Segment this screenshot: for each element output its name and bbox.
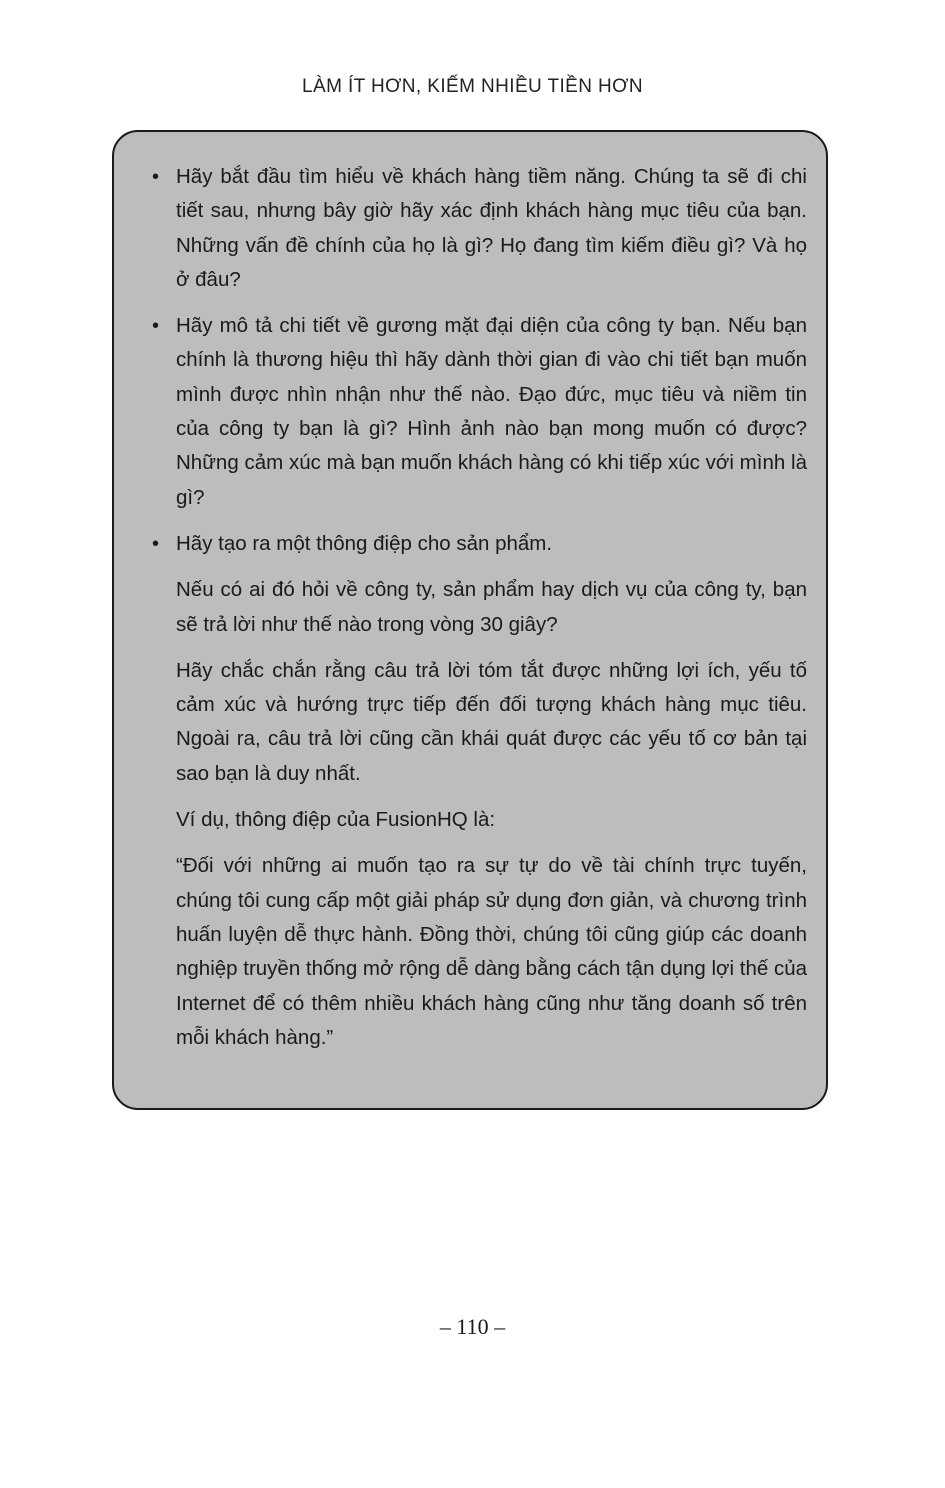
body-paragraph: Hãy chắc chắn rằng câu trả lời tóm tắt được những lợi ích, yếu tố cảm xúc và hướng trực tiếp đến đối tượng khách hàng mục tiêu. Ngoài ra, câu trả lời cũng cần khái quát được các yếu tố cơ bản tại sao bạn là duy nhất. bbox=[176, 658, 807, 785]
running-head: LÀM ÍT HƠN, KIẾM NHIỀU TIỀN HƠN bbox=[302, 76, 643, 97]
bullet-dot-icon: • bbox=[152, 315, 160, 338]
body-paragraph: Ví dụ, thông điệp của FusionHQ là: bbox=[176, 808, 496, 832]
bullet-text: Hãy bắt đầu tìm hiểu về khách hàng tiềm năng. Chúng ta sẽ đi chi tiết sau, nhưng bây giờ hãy xác định khách hàng mục tiêu của bạn. Những vấn đề chính của họ là gì? Họ đang tìm kiếm điều gì? Và họ ở đâu? bbox=[176, 165, 807, 291]
body-paragraph: Nếu có ai đó hỏi về công ty, sản phẩm hay dịch vụ của công ty, bạn sẽ trả lời như thế nào trong vòng 30 giây? bbox=[176, 578, 807, 636]
page-number: – 110 – bbox=[439, 1314, 506, 1339]
quote-paragraph: “Đối với những ai muốn tạo ra sự tự do về tài chính trực tuyến, chúng tôi cung cấp một giải pháp sử dụng đơn giản, và chương trình huấn luyện dễ thực hành. Đồng thời, chúng tôi cũng giúp các doanh nghiệp truyền thống mở rộng dễ dàng bằng cách tận dụng lợi thế của Internet để có thêm nhiều khách hàng cũng như tăng doanh số trên mỗi khách hàng.” bbox=[176, 854, 807, 1049]
bullet-text: Hãy mô tả chi tiết về gương mặt đại diện của công ty bạn. Nếu bạn chính là thương hiệu thì hãy dành thời gian đi vào chi tiết bạn muốn mình được nhìn nhận như thế nào. Đạo đức, mục tiêu và niềm tin của công ty bạn là gì? Hình ảnh nào bạn mong muốn có được? Những cảm xúc mà bạn muốn khách hàng có khi tiếp xúc với mình là gì? bbox=[176, 314, 807, 509]
bullet-item bbox=[152, 527, 807, 561]
bullet-item bbox=[152, 309, 807, 515]
bullet-text: Hãy tạo ra một thông điệp cho sản phẩm. bbox=[176, 531, 553, 555]
callout-content bbox=[152, 160, 807, 1067]
bullet-dot-icon: • bbox=[152, 532, 160, 555]
bullet-dot-icon: • bbox=[152, 166, 160, 188]
bullet-item bbox=[152, 160, 807, 297]
